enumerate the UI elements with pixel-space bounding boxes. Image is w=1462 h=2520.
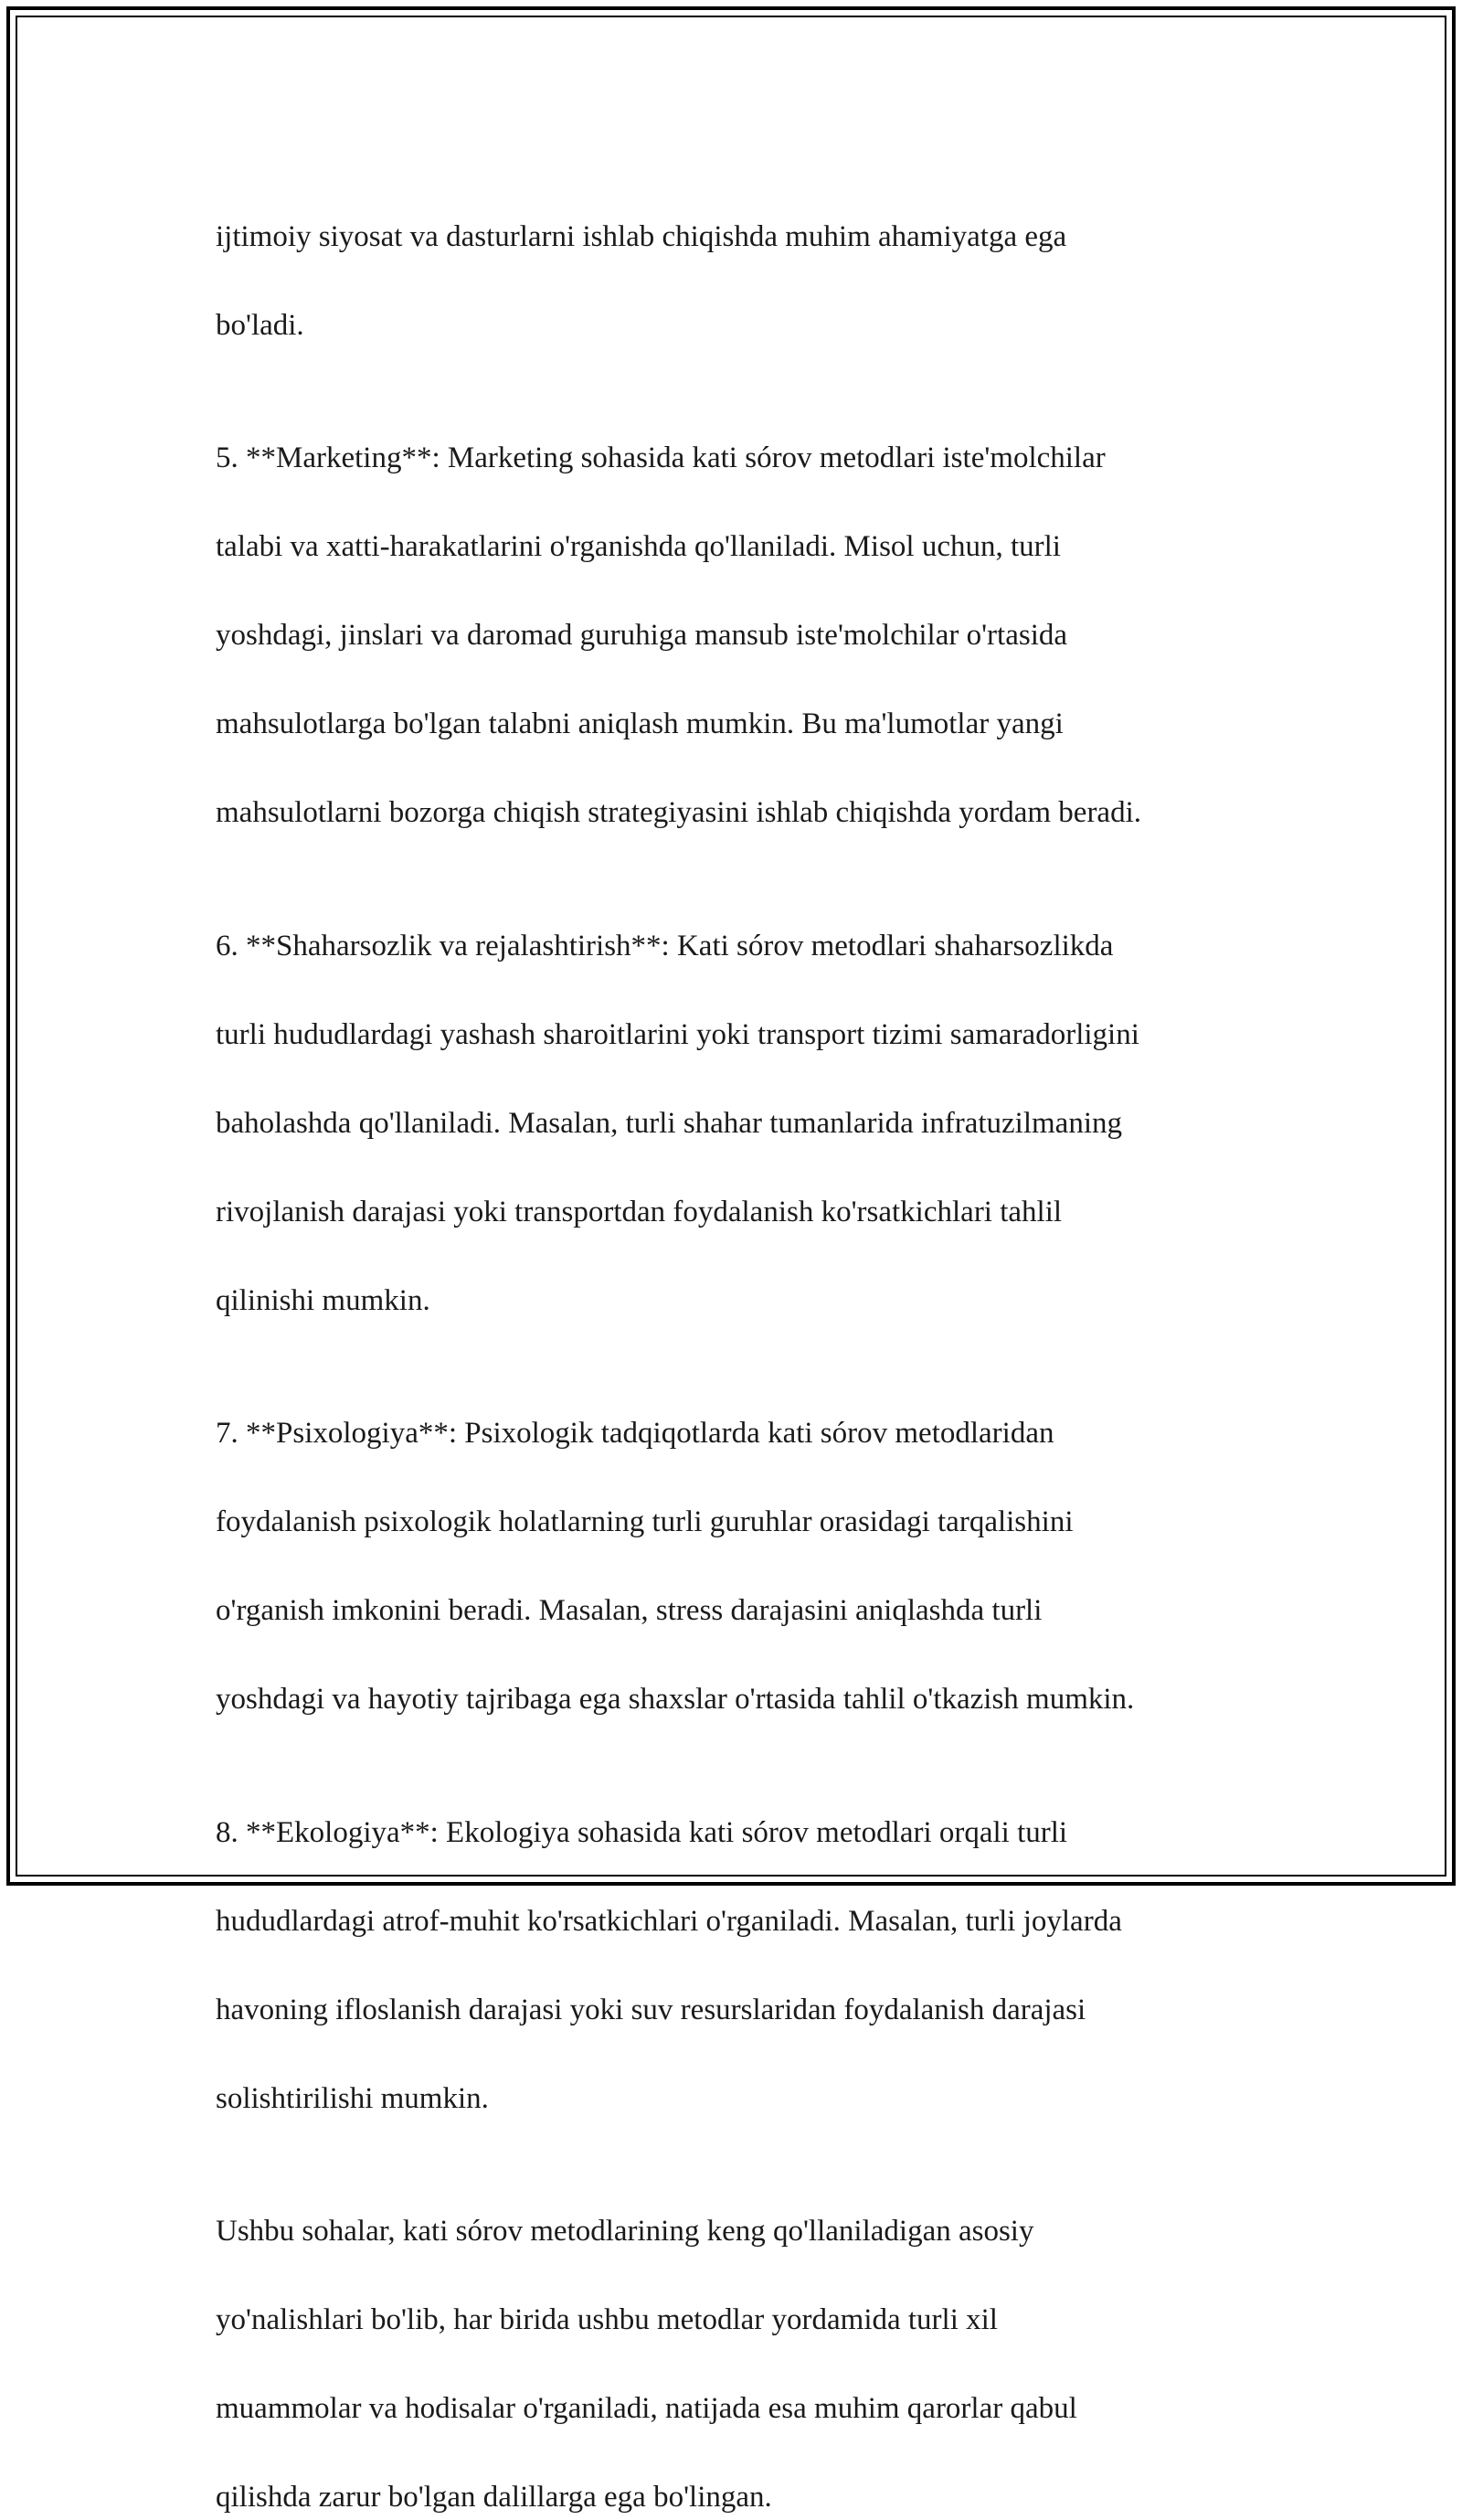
- text-line: talabi va xatti-harakatlarini o'rganishda qo'llaniladi. Misol uchun, turli: [216, 530, 1061, 563]
- text-line: turli hududlardagi yashash sharoitlarini yoki transport tizimi samaradorligini: [216, 1017, 1139, 1051]
- paragraph-conclusion: [216, 2165, 1276, 2520]
- text-line: qilishda zarur bo'lgan dalillarga ega bo'lingan.: [216, 2481, 772, 2514]
- document-body: [216, 170, 1276, 2520]
- paragraph-shaharsozlik: [216, 879, 1276, 1323]
- paragraph-marketing: [216, 392, 1276, 835]
- text-line: yoshdagi, jinslari va daromad guruhiga mansub iste'molchilar o'rtasida: [216, 619, 1068, 652]
- text-line: Ushbu sohalar, kati sórov metodlarining keng qo'llaniladigan asosiy: [216, 2215, 1034, 2248]
- text-line: foydalanish psixologik holatlarning turli guruhlar orasidagi tarqalishini: [216, 1505, 1074, 1538]
- text-line: mahsulotlarga bo'lgan talabni aniqlash mumkin. Bu ma'lumotlar yangi: [216, 707, 1064, 740]
- text-line: 7. **Psixologiya**: Psixologik tadqiqotlarda kati sórov metodlaridan: [216, 1417, 1054, 1450]
- text-line: solishtirilishi mumkin.: [216, 2081, 489, 2115]
- text-line: rivojlanish darajasi yoki transportdan foydalanish ko'rsatkichlari tahlil: [216, 1195, 1063, 1228]
- text-line: 8. **Ekologiya**: Ekologiya sohasida kati sórov metodlari orqali turli: [216, 1815, 1068, 1849]
- text-line: o'rganish imkonini beradi. Masalan, stress darajasini aniqlashda turli: [216, 1594, 1043, 1627]
- text-line: muammolar va hodisalar o'rganiladi, natijada esa muhim qarorlar qabul: [216, 2392, 1077, 2425]
- text-line: mahsulotlarni bozorga chiqish strategiyasini ishlab chiqishda yordam beradi.: [216, 796, 1141, 829]
- paragraph-psixologiya: [216, 1367, 1276, 1722]
- text-line: 5. **Marketing**: Marketing sohasida kati sórov metodlari iste'molchilar: [216, 441, 1106, 474]
- text-line: baholashda qo'llaniladi. Masalan, turli shahar tumanlarida infratuzilmaning: [216, 1106, 1122, 1140]
- text-line: havoning ifloslanish darajasi yoki suv resurslaridan foydalanish darajasi: [216, 1993, 1086, 2026]
- text-line: yoshdagi va hayotiy tajribaga ega shaxslar o'rtasida tahlil o'tkazish mumkin.: [216, 1683, 1135, 1716]
- text-line: ijtimoiy siyosat va dasturlarni ishlab chiqishda muhim ahamiyatga ega: [216, 219, 1067, 253]
- text-line: bo'ladi.: [216, 308, 304, 342]
- text-line: 6. **Shaharsozlik va rejalashtirish**: Kati sórov metodlari shaharsozlikda: [216, 929, 1114, 962]
- text-line: hududlardagi atrof-muhit ko'rsatkichlari o'rganiladi. Masalan, turli joylarda: [216, 1904, 1122, 1938]
- text-line: yo'nalishlari bo'lib, har birida ushbu metodlar yordamida turli xil: [216, 2303, 998, 2336]
- paragraph-ekologiya: [216, 1766, 1276, 2121]
- paragraph-continuation: [216, 170, 1276, 347]
- text-line: qilinishi mumkin.: [216, 1283, 430, 1317]
